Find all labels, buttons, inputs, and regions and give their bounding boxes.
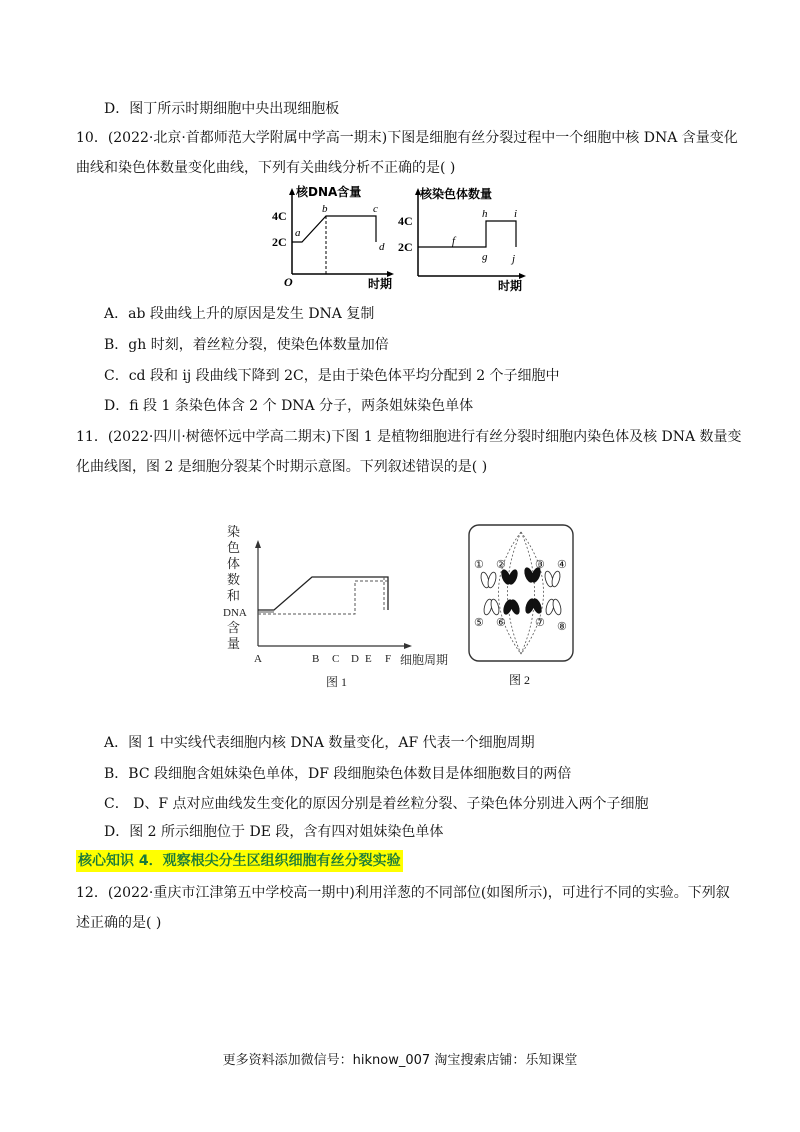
chrom-label-3: ③ (535, 559, 545, 571)
dna-x-label: 时期 (368, 277, 393, 291)
pt-d: d (379, 241, 385, 253)
chrom-graph-title: 核染色体数量 (420, 187, 493, 201)
q9-option-d: D．图丁所示时期细胞中央出现细胞板 (104, 101, 340, 117)
caption-fig1: 图 1 (326, 675, 348, 689)
page-footer: 更多资料添加微信号：hiknow_007 淘宝搜索店铺：乐知课堂 (222, 1053, 578, 1068)
tick-f: F (385, 653, 392, 665)
pt-g: g (482, 251, 488, 263)
ylabel-char-7: 量 (227, 636, 241, 651)
pt-j: j (512, 253, 516, 265)
q12-stem-line2: 述正确的是( ) (76, 915, 162, 931)
dna-y-2c: 2C (272, 235, 287, 249)
dna-content-graph (272, 184, 394, 291)
chrom-x-label: 时期 (498, 279, 523, 293)
q10-figure (272, 184, 532, 296)
tick-e: E (365, 653, 372, 665)
tick-d: D (351, 653, 359, 665)
pt-b: b (322, 203, 328, 215)
pt-i: i (514, 208, 518, 220)
q10-stem-line1: 10．(2022·北京·首都师范大学附属中学高一期末)下图是细胞有丝分裂过程中一个细胞中核 DNA 含量变化 (76, 130, 738, 146)
pt-c: c (373, 203, 378, 215)
chrom-label-1: ① (474, 559, 484, 571)
chrom-label-7: ⑦ (535, 617, 545, 629)
dna-y-4c: 4C (272, 209, 287, 223)
ylabel-char-3: 体 (227, 556, 241, 571)
q11-stem-line1: 11．(2022·四川·树德怀远中学高二期末)下图 1 是植物细胞进行有丝分裂时细胞内染色体及核 DNA 数量变 (76, 429, 742, 445)
tick-a: A (254, 653, 262, 665)
chrom-label-6: ⑥ (496, 617, 506, 629)
ylabel-dna: DNA (223, 607, 247, 619)
caption-fig2: 图 2 (509, 673, 531, 687)
x-label-cell-cycle: 细胞周期 (400, 653, 449, 667)
q11-figure-2 (466, 522, 578, 692)
chrom-label-5: ⑤ (474, 617, 484, 629)
chromosome-number-graph (398, 186, 526, 293)
chrom-y-2c: 2C (398, 240, 413, 254)
dna-graph-title: 核DNA含量 (296, 185, 362, 199)
chrom-label-4: ④ (557, 559, 567, 571)
chrom-y-4c: 4C (398, 214, 413, 228)
ylabel-char-6: 含 (227, 620, 241, 635)
q11-figure-1 (222, 522, 470, 692)
chrom-label-8: ⑧ (557, 621, 567, 633)
ylabel-char-1: 染 (227, 524, 241, 539)
ylabel-char-4: 数 (227, 572, 241, 587)
q11-option-a: A．图 1 中实线代表细胞内核 DNA 数量变化，AF 代表一个细胞周期 (104, 735, 535, 751)
pt-h: h (482, 208, 488, 220)
q10-option-a: A．ab 段曲线上升的原因是发生 DNA 复制 (104, 306, 375, 322)
q10-option-d: D．fi 段 1 条染色体含 2 个 DNA 分子，两条姐妹染色单体 (104, 398, 474, 414)
tick-c: C (332, 653, 340, 665)
q11-option-b: B．BC 段细胞含姐妹染色单体，DF 段细胞染色体数目是体细胞数目的两倍 (104, 766, 572, 782)
pt-f: f (452, 235, 456, 247)
chrom-label-2: ② (496, 559, 506, 571)
q11-option-c: C． D、F 点对应曲线发生变化的原因分别是着丝粒分裂、子染色体分别进入两个子细胞 (104, 796, 649, 812)
q10-stem-line2: 曲线和染色体数量变化曲线，下列有关曲线分析不正确的是( ) (76, 160, 456, 176)
q11-stem-line2: 化曲线图，图 2 是细胞分裂某个时期示意图。下列叙述错误的是( ) (76, 459, 488, 475)
tick-b: B (312, 653, 320, 665)
q11-option-d: D．图 2 所示细胞位于 DE 段，含有四对姐妹染色单体 (104, 824, 444, 840)
q10-option-c: C．cd 段和 ij 段曲线下降到 2C，是由于染色体平均分配到 2 个子细胞中 (104, 368, 560, 384)
q12-stem-line1: 12．(2022·重庆市江津第五中学校高一期中)利用洋葱的不同部位(如图所示)，可进行不同的实验。下列叙 (76, 885, 730, 901)
q10-option-b: B．gh 时刻，着丝粒分裂，使染色体数量加倍 (104, 337, 389, 353)
dna-origin: O (284, 275, 293, 289)
pt-a: a (295, 227, 301, 239)
section-heading-4: 核心知识 4．观察根尖分生区组织细胞有丝分裂实验 (76, 850, 403, 872)
ylabel-char-5: 和 (227, 588, 241, 603)
ylabel-char-2: 色 (227, 540, 241, 555)
